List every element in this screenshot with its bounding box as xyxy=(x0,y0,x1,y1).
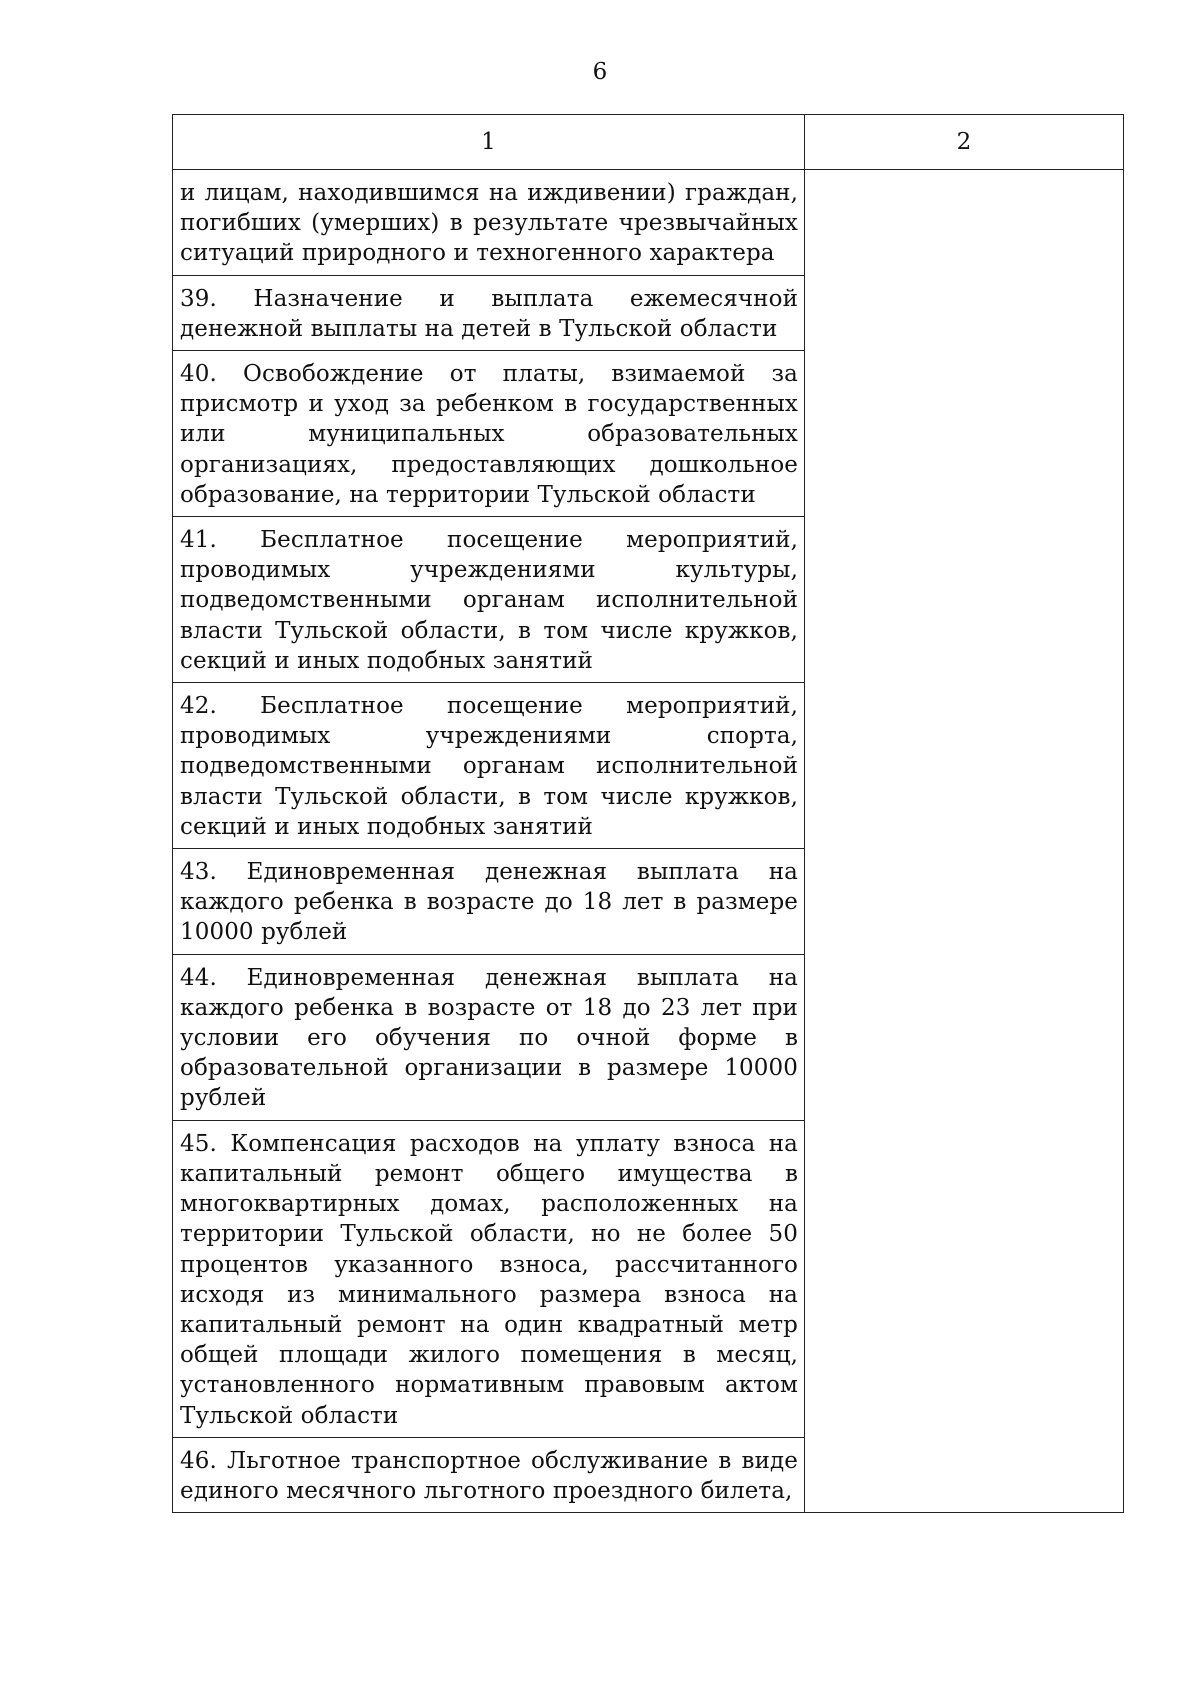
column-header-2: 2 xyxy=(805,115,1124,170)
item-text: 43. Единовременная денежная выплата на каждого ребенка в возрасте до 18 лет в размере 10000 рублей xyxy=(173,849,805,955)
page-number: 6 xyxy=(592,59,608,85)
item-text: 39. Назначение и выплата ежемесячной денежной выплаты на детей в Тульской области xyxy=(173,275,805,350)
table-header-row xyxy=(173,115,1124,170)
services-table xyxy=(172,114,1124,1513)
table-row xyxy=(173,170,1124,276)
item-text: 46. Льготное транспортное обслуживание в виде единого месячного льготного проездного билета, xyxy=(173,1437,805,1512)
item-text: 41. Бесплатное посещение мероприятий, проводимых учреждениями культуры, подведомственными органам исполнительной власти Тульской области, в том числе кружков, секций и иных подобных занятий xyxy=(173,517,805,683)
item-text: и лицам, находившимся на иждивении) граждан, погибших (умерших) в результате чрезвычайных ситуаций природного и техногенного характера xyxy=(173,170,805,276)
item-text: 45. Компенсация расходов на уплату взноса на капитальный ремонт общего имущества в многоквартирных домах, расположенных на территории Тульской области, но не более 50 процентов указанного взноса, рассчитанного исходя из минимального размера взноса на капитальный ремонт на один квадратный метр общей площади жилого помещения в месяц, установленного нормативным правовым актом Тульской области xyxy=(173,1120,805,1437)
column-2-cell xyxy=(805,170,1124,1513)
column-header-1: 1 xyxy=(173,115,805,170)
item-text: 40. Освобождение от платы, взимаемой за присмотр и уход за ребенком в государственных или муниципальных образовательных организациях, предоставляющих дошкольное образование, на территории Тульской области xyxy=(173,351,805,517)
item-text: 44. Единовременная денежная выплата на каждого ребенка в возрасте от 18 до 23 лет при условии его обучения по очной форме в образовательной организации в размере 10000 рублей xyxy=(173,954,805,1120)
item-text: 42. Бесплатное посещение мероприятий, проводимых учреждениями спорта, подведомственными органам исполнительной власти Тульской области, в том числе кружков, секций и иных подобных занятий xyxy=(173,683,805,849)
